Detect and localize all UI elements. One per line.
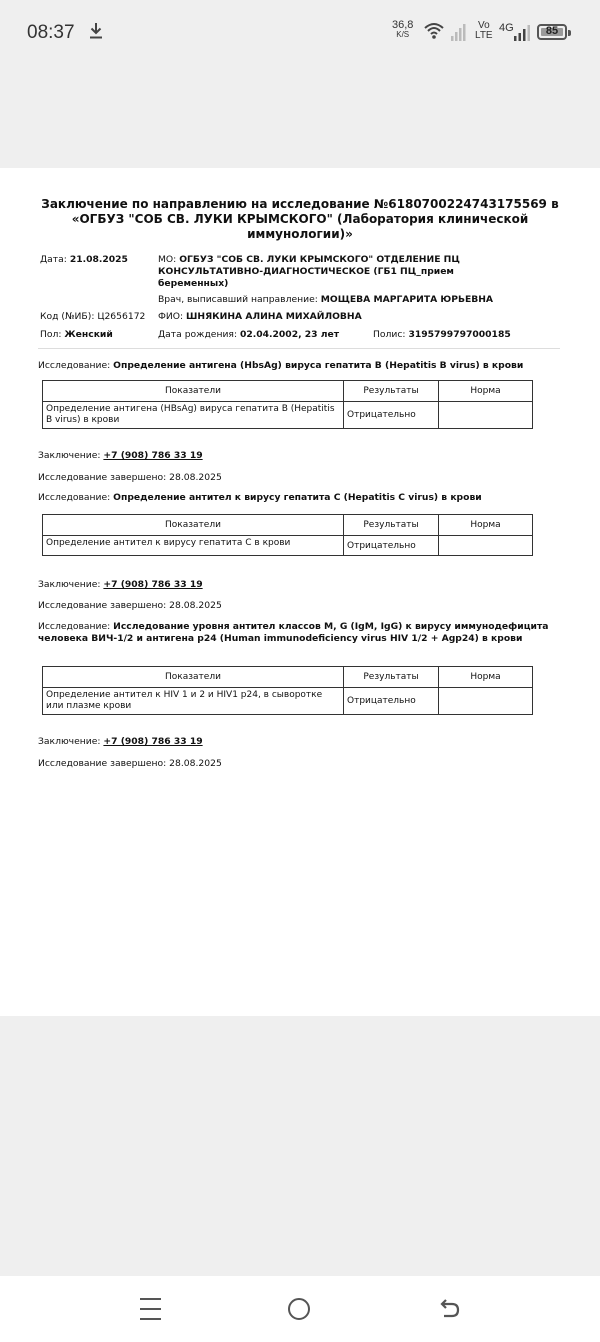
col-indicator: Показатели [43, 515, 344, 536]
signal-icon [513, 24, 531, 42]
study-title: Исследование: Исследование уровня антител классов M, G (IgM, IgG) к вирусу иммунодефицита человека ВИЧ-1/2 и антигена p24 (Human immunodeficiency virus HIV 1/2 + Agp24) в крови [38, 621, 549, 644]
conclusion: Заключение: +7 (908) 786 33 19 [38, 579, 203, 590]
conclusion: Заключение: +7 (908) 786 33 19 [38, 450, 203, 461]
phone-link[interactable]: +7 (908) 786 33 19 [103, 450, 203, 461]
document-page [0, 168, 600, 1016]
col-norm: Норма [439, 515, 533, 536]
network-type: 4G [499, 22, 514, 34]
date-field: Дата: 21.08.2025 [40, 254, 128, 265]
birth-field: Дата рождения: 02.04.2002, 23 лет [158, 329, 340, 340]
status-bar [0, 0, 600, 66]
network-speed: 36,8 K/S [392, 19, 414, 39]
home-icon[interactable] [288, 1298, 310, 1320]
results-table [42, 380, 533, 429]
download-icon [89, 22, 103, 40]
divider [38, 348, 560, 349]
volte-indicator: Vo LTE [475, 20, 493, 41]
study-completed: Исследование завершено: 28.08.2025 [38, 758, 222, 769]
col-norm: Норма [439, 667, 533, 688]
col-result: Результаты [344, 515, 439, 536]
results-table [42, 666, 533, 715]
back-icon[interactable] [438, 1296, 462, 1320]
recent-apps-icon[interactable] [140, 1298, 161, 1328]
table-row: Определение антител к HIV 1 и 2 и HIV1 p24, в сыворотке или плазме крови Отрицательно [43, 688, 533, 715]
phone-link[interactable]: +7 (908) 786 33 19 [103, 579, 203, 590]
navigation-bar [0, 1276, 600, 1342]
table-row: Определение антигена (HBsAg) вируса гепатита B (Hepatitis B virus) в крови Отрицательно [43, 402, 533, 429]
phone-link[interactable]: +7 (908) 786 33 19 [103, 736, 203, 747]
col-norm: Норма [439, 381, 533, 402]
col-indicator: Показатели [43, 381, 344, 402]
fio-field: ФИО: ШНЯКИНА АЛИНА МИХАЙЛОВНА [158, 311, 362, 322]
battery-icon: 85 [537, 24, 567, 40]
col-result: Результаты [344, 381, 439, 402]
policy-field: Полис: 3195799797000185 [373, 329, 511, 340]
col-result: Результаты [344, 667, 439, 688]
code-field: Код (№ИБ): Ц2656172 [40, 311, 146, 322]
study-title: Исследование: Определение антигена (HbsAg) вируса гепатита В (Hepatitis B virus) в крови [38, 360, 524, 371]
results-table [42, 514, 533, 556]
mo-field: МО: ОГБУЗ "СОБ СВ. ЛУКИ КРЫМСКОГО" ОТДЕЛЕНИЕ ПЦ КОНСУЛЬТАТИВНО-ДИАГНОСТИЧЕСКОЕ (ГБ1 ПЦ_прием беременных) [158, 254, 460, 289]
study-title: Исследование: Определение антител к вирусу гепатита С (Hepatitis C virus) в крови [38, 492, 482, 503]
col-indicator: Показатели [43, 667, 344, 688]
study-completed: Исследование завершено: 28.08.2025 [38, 472, 222, 483]
table-row: Определение антител к вирусу гепатита С в крови Отрицательно [43, 536, 533, 556]
document-title: Заключение по направлению на исследование №6180700224743175569 в «ОГБУЗ "СОБ СВ. ЛУКИ КРЫМСКОГО" (Лаборатория клинической иммунологии)» [41, 197, 559, 241]
doctor-field: Врач, выписавший направление: МОЩЕВА МАРГАРИТА ЮРЬЕВНА [158, 294, 494, 305]
clock: 08:37 [27, 22, 75, 43]
wifi-icon [424, 20, 470, 44]
conclusion: Заключение: +7 (908) 786 33 19 [38, 736, 203, 747]
sex-field: Пол: Женский [40, 329, 113, 340]
study-completed: Исследование завершено: 28.08.2025 [38, 600, 222, 611]
